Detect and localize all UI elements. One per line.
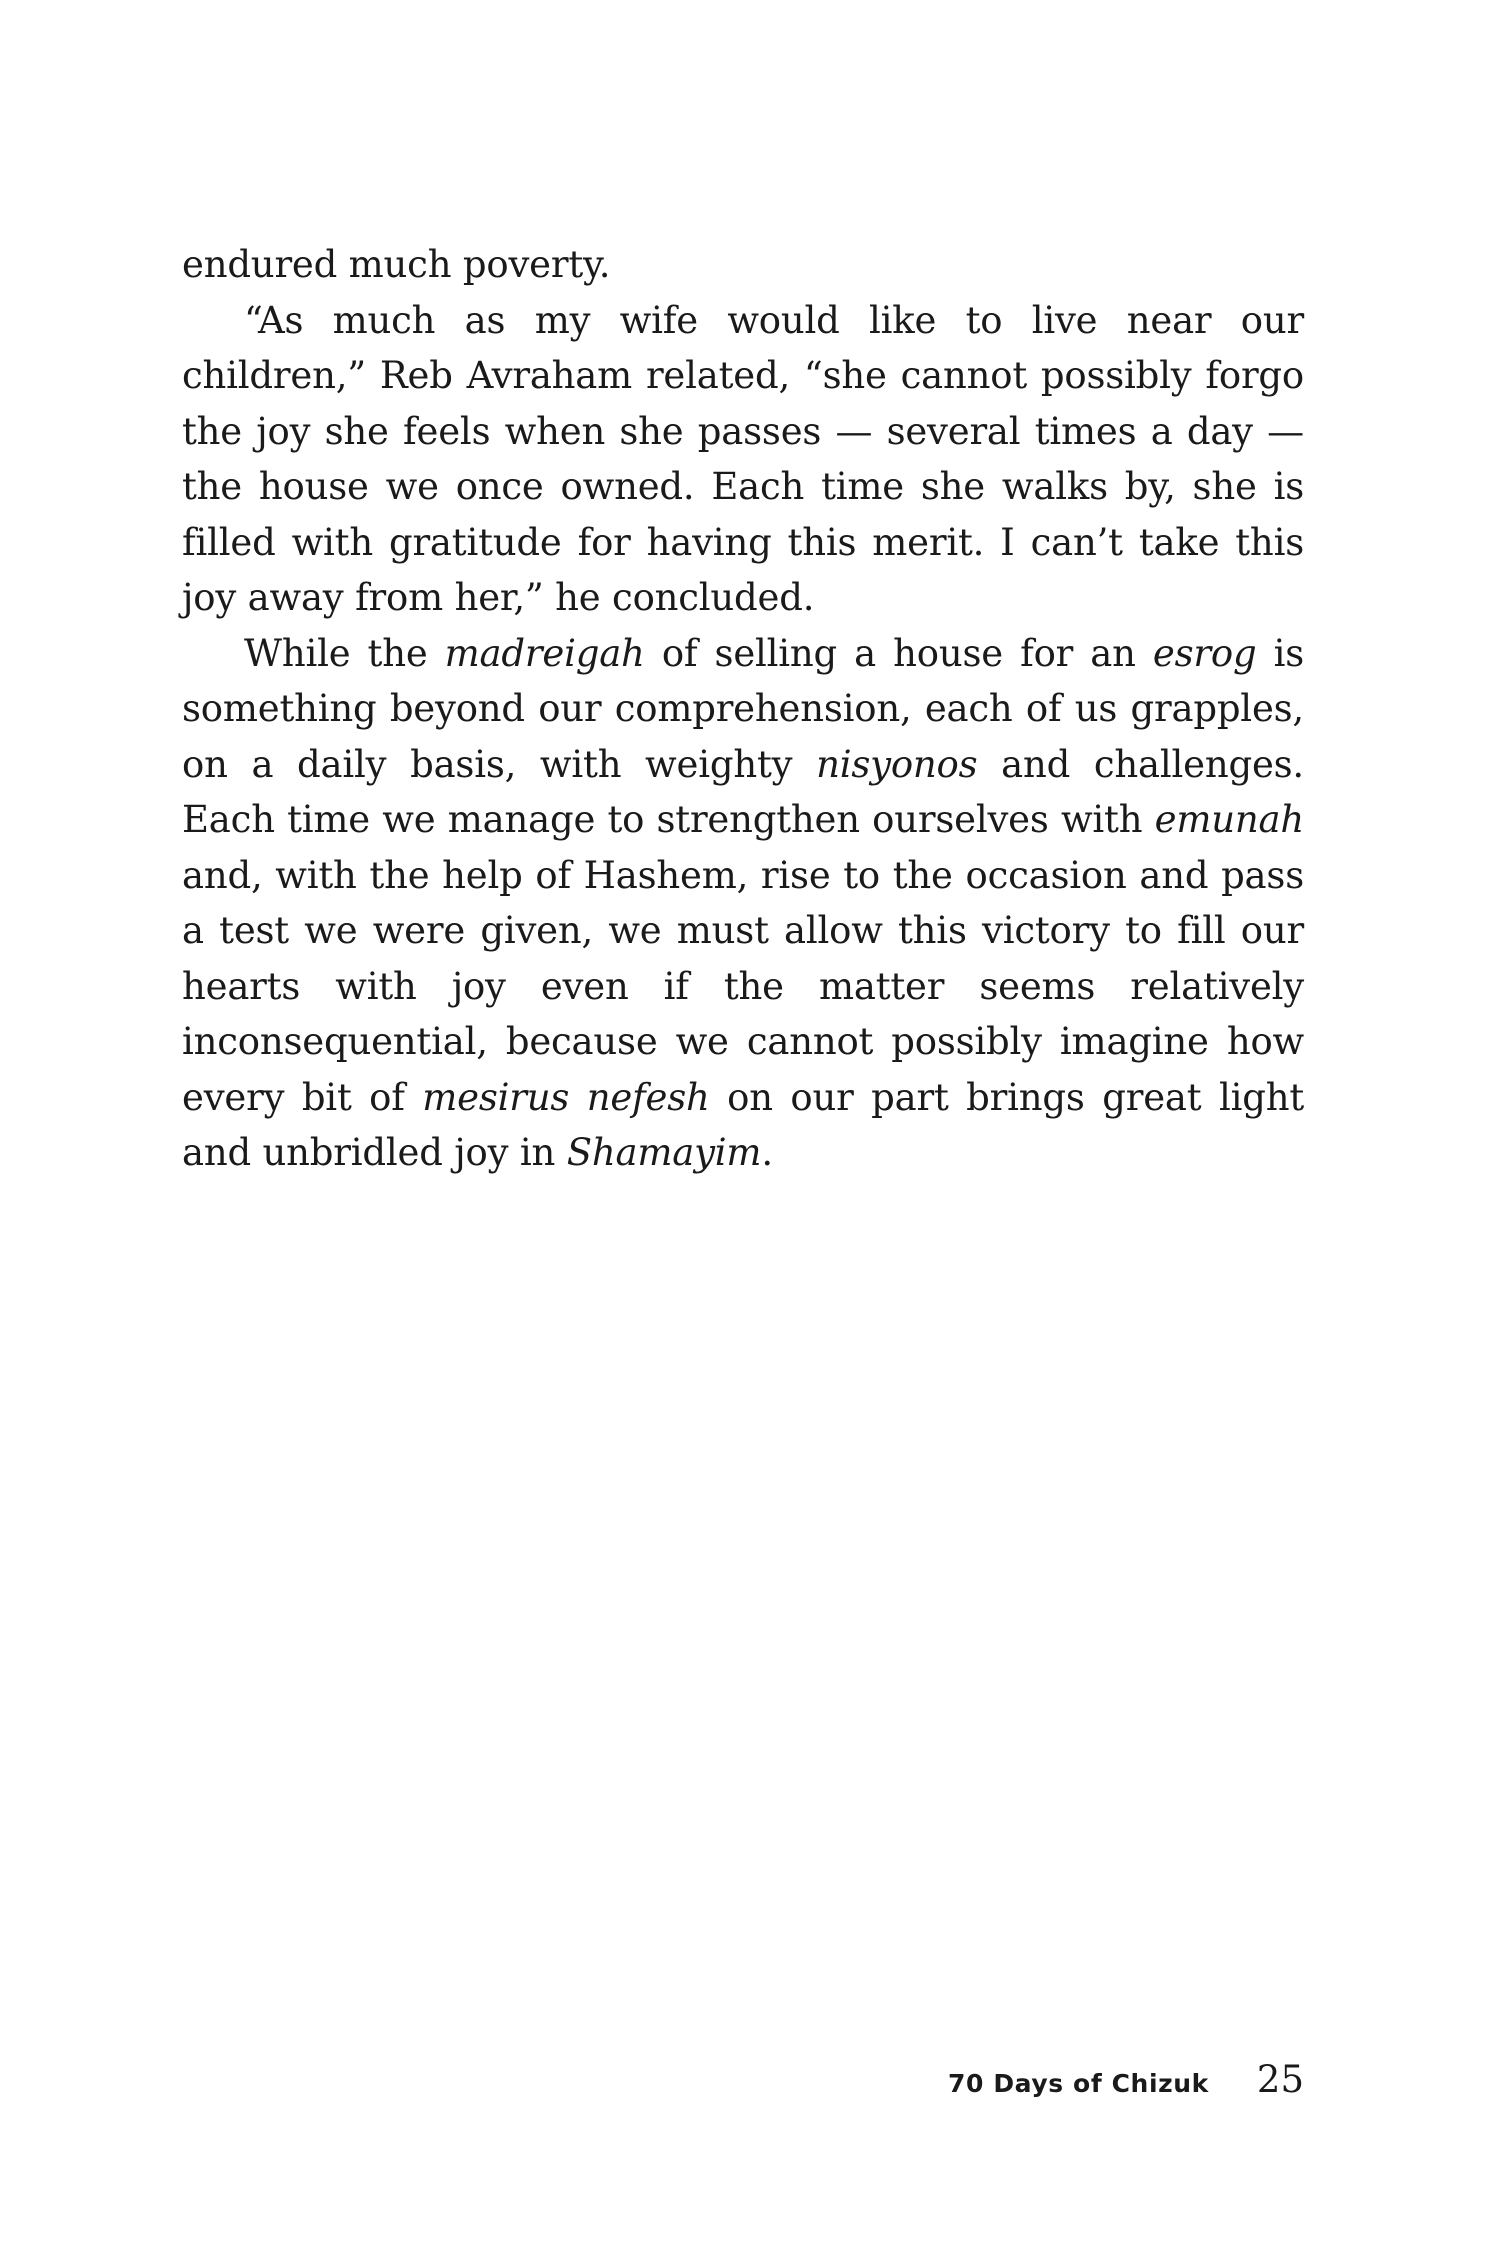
page-footer xyxy=(948,2058,1304,2101)
page-number: 25 xyxy=(1256,2058,1304,2101)
paragraph-3-text: on our part brings great light and unbridled joy in xyxy=(182,1075,1305,1174)
italic-term: Shamayim xyxy=(566,1131,762,1174)
paragraph-2: “As much as my wife would like to live near our children,” Reb Avraham related, “she cannot possibly forgo the joy she feels when she passes — several times a day — the house we once owned. Each time she walks by, she is filled with gratitude for having this merit. I can’t take this joy away from her,” he concluded. xyxy=(182,298,1304,619)
paragraph-3-text: and challenges. Each time we manage to strengthen ourselves with xyxy=(182,742,1304,841)
paragraph-3 xyxy=(182,626,1304,1181)
italic-term: mesirus nefesh xyxy=(422,1075,710,1119)
italic-term: nisyonos xyxy=(816,742,978,786)
paragraph-3-text: and, with the help of Hashem, rise to the occasion and pass a test we were given, we must allow this victory to fill our hearts with joy even if the matter seems relatively inconsequential, because we cannot possibly imagine how every bit of xyxy=(182,853,1304,1119)
italic-term: madreigah xyxy=(444,631,645,675)
italic-term: emunah xyxy=(1154,798,1304,841)
paragraph-3-text: is something beyond our comprehension, each of us grapples, on a daily basis, with weighty xyxy=(182,631,1304,786)
paragraph-3-text: of selling a house for an xyxy=(644,631,1153,675)
body-text xyxy=(182,237,1304,1181)
paragraph-3-text: While the xyxy=(244,631,445,675)
italic-term: esrog xyxy=(1152,631,1257,675)
paragraph-3-text: . xyxy=(761,1131,773,1174)
paragraph-1: endured much poverty. xyxy=(182,243,611,286)
running-title: 70 Days of Chizuk xyxy=(948,2069,1209,2098)
